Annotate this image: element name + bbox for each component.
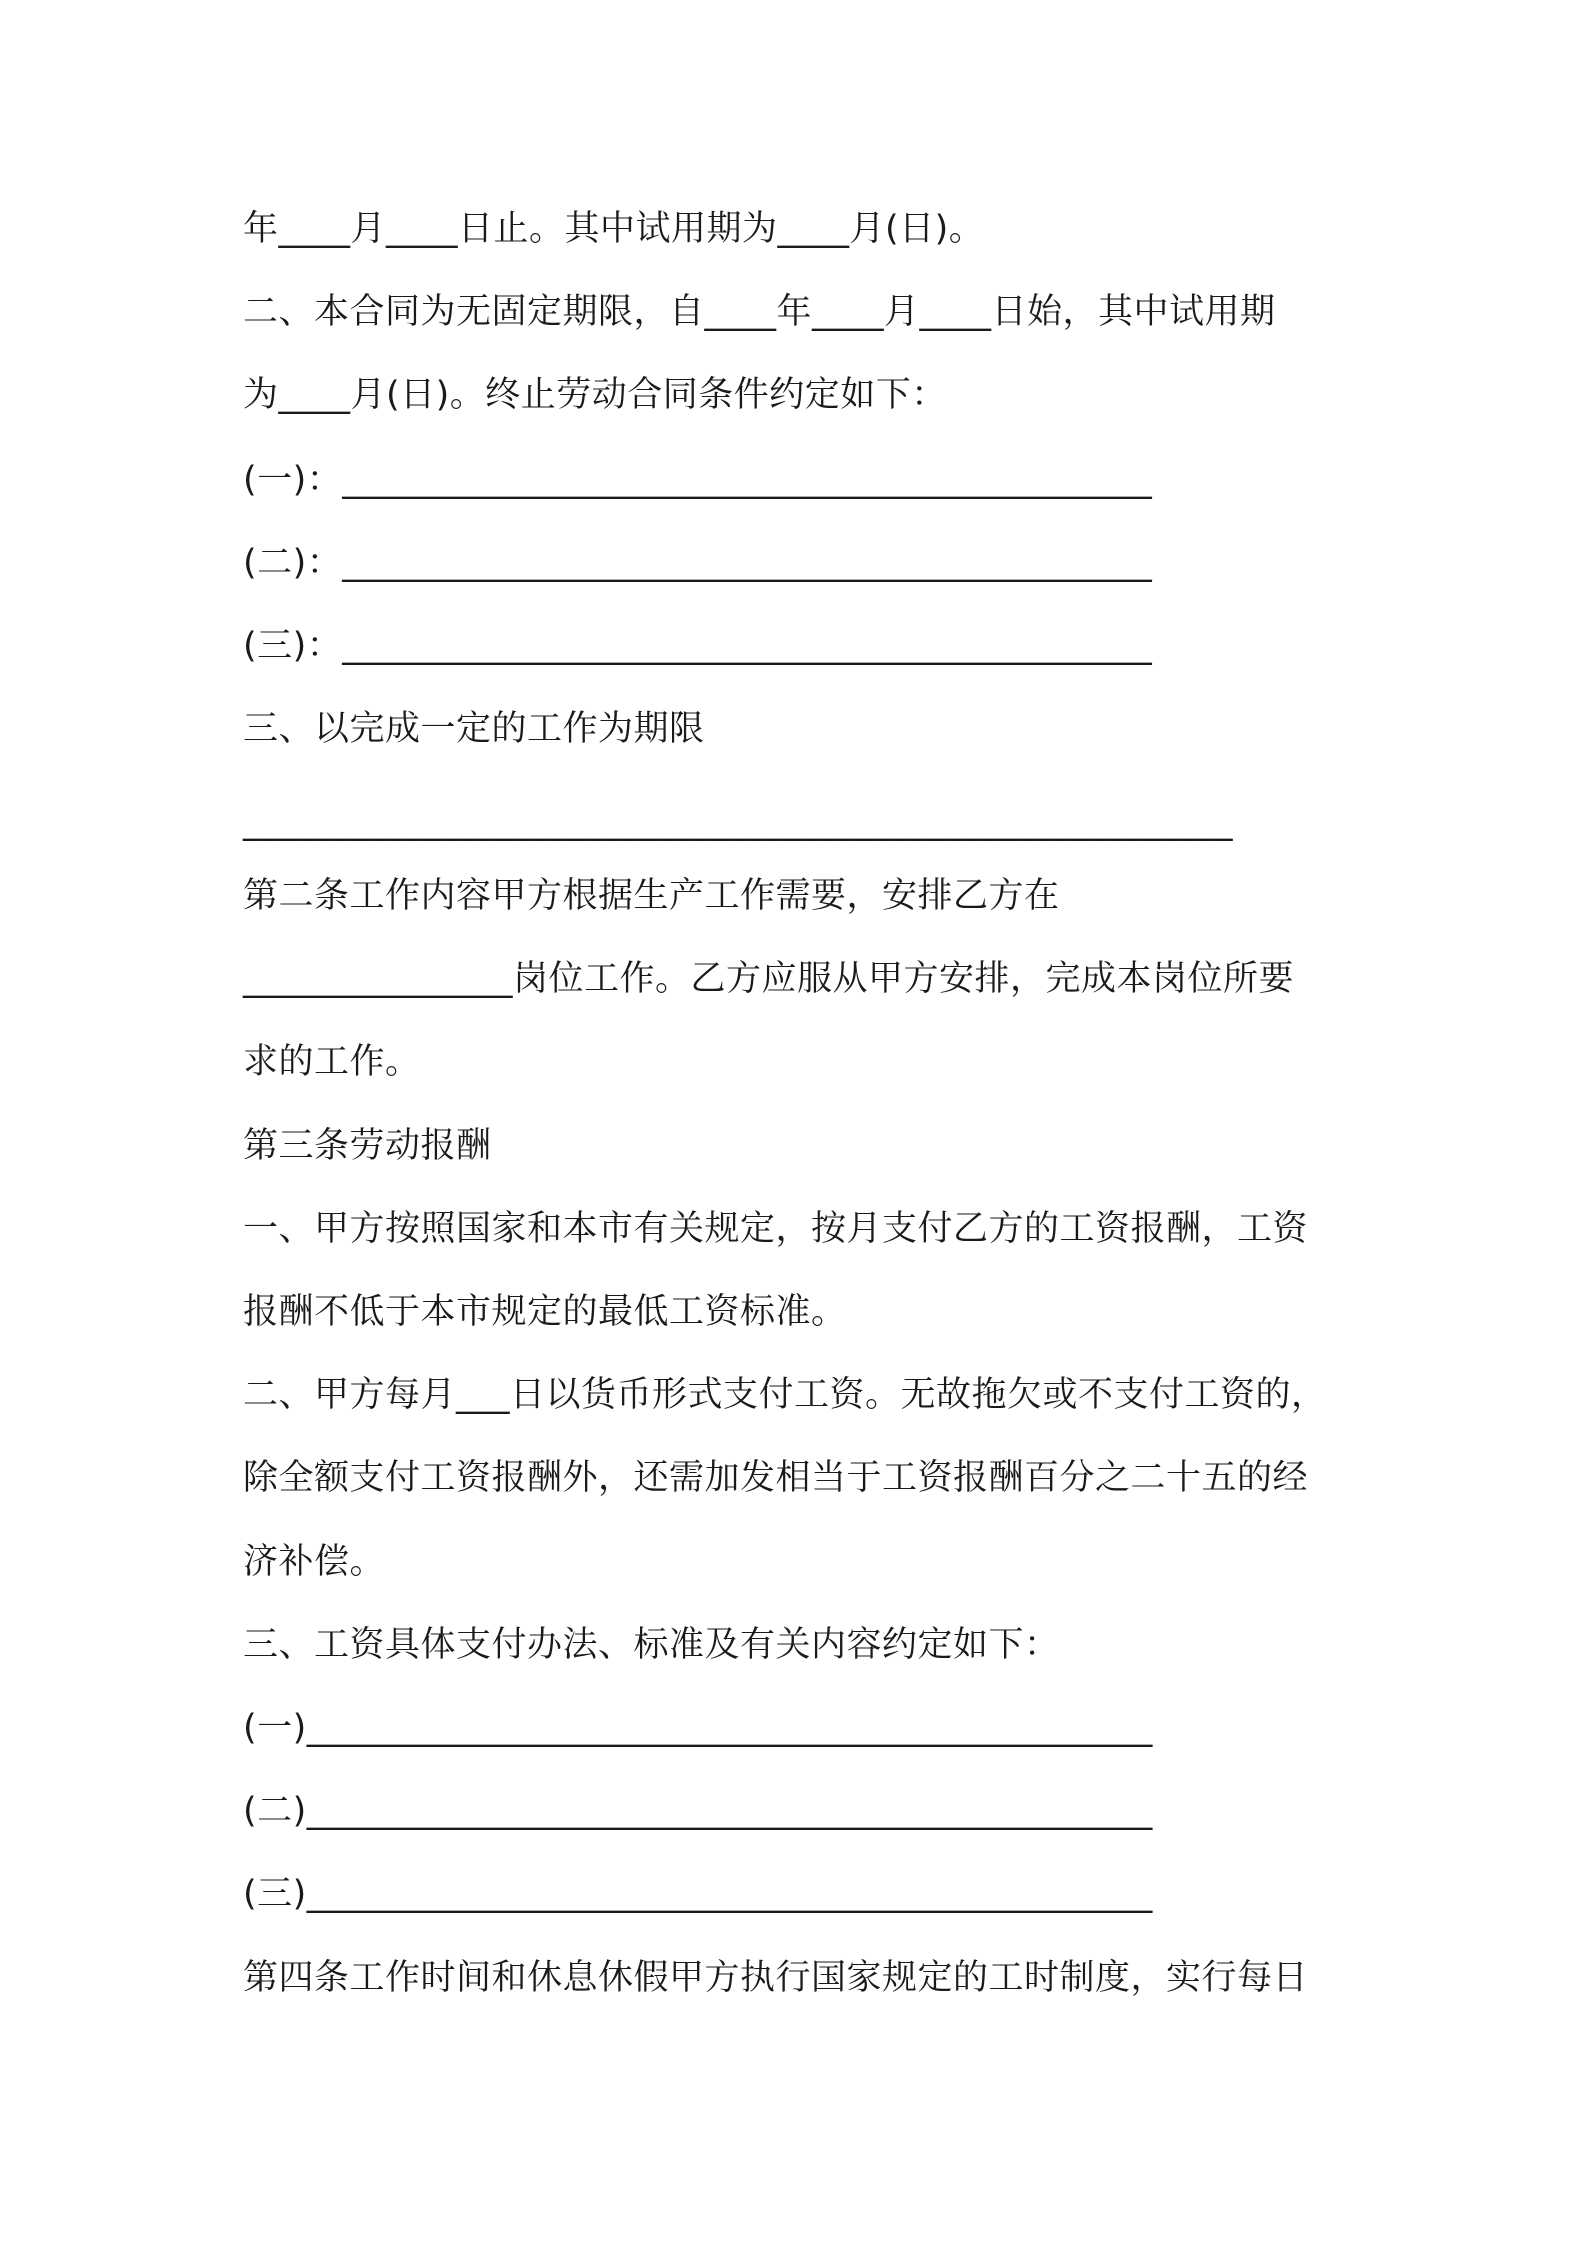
- text-line: 第四条工作时间和休息休假甲方执行国家规定的工时制度，实行每日: [243, 1958, 1309, 1998]
- text-line: (一)：_____________________________________________: [243, 460, 1153, 500]
- text-line: _______________岗位工作。乙方应服从甲方安排，完成本岗位所要: [243, 959, 1295, 999]
- text-line: 二、本合同为无固定期限，自____年____月____日始，其中试用期: [243, 292, 1276, 332]
- text-line: 第二条工作内容甲方根据生产工作需要，安排乙方在: [243, 876, 1060, 916]
- text-line: (一)_______________________________________________: [243, 1708, 1153, 1748]
- text-line: 一、甲方按照国家和本市有关规定，按月支付乙方的工资报酬，工资: [243, 1209, 1309, 1249]
- text-line: 三、以完成一定的工作为期限: [243, 709, 705, 749]
- text-line: _______________________________________________________: [243, 802, 1233, 842]
- text-line: 二、甲方每月___日以货币形式支付工资。无故拖欠或不支付工资的，: [243, 1375, 1327, 1415]
- text-line: 除全额支付工资报酬外，还需加发相当于工资报酬百分之二十五的经: [243, 1458, 1309, 1498]
- text-line: 济补偿。: [243, 1542, 386, 1582]
- text-line: (二)_______________________________________________: [243, 1791, 1153, 1831]
- text-line: 为____月(日)。终止劳动合同条件约定如下：: [243, 375, 947, 415]
- text-line: (三)_______________________________________________: [243, 1874, 1153, 1914]
- text-line: 报酬不低于本市规定的最低工资标准。: [243, 1292, 847, 1332]
- text-line: 第三条劳动报酬: [243, 1126, 492, 1166]
- text-line: (二)：_____________________________________________: [243, 543, 1153, 583]
- text-line: 三、工资具体支付办法、标准及有关内容约定如下：: [243, 1625, 1060, 1665]
- text-line: 年____月____日止。其中试用期为____月(日)。: [243, 209, 985, 249]
- text-line: 求的工作。: [243, 1042, 421, 1082]
- text-line: (三)：_____________________________________________: [243, 626, 1153, 666]
